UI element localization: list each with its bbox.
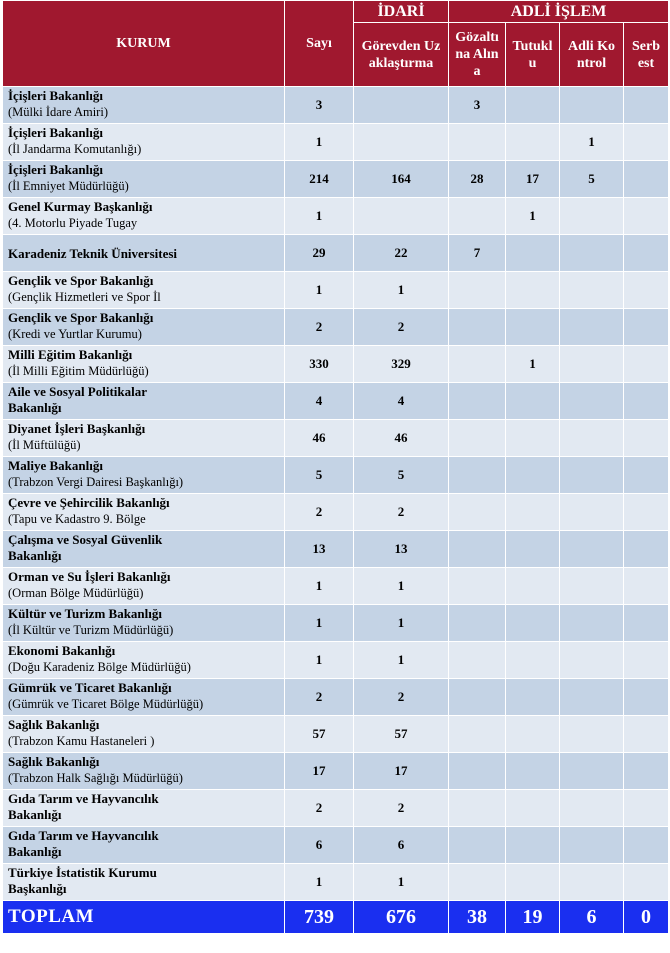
gorevden-cell: 5 (354, 457, 449, 494)
sayi-cell: 57 (285, 716, 354, 753)
kurum-cell (3, 494, 285, 531)
tutuklu-cell (506, 124, 560, 161)
serbest-cell (624, 494, 669, 531)
kurum-name: Orman ve Su İşleri Bakanlığı (8, 569, 171, 584)
adli-kontrol-cell (560, 605, 624, 642)
gozalti-cell (449, 642, 506, 679)
serbest-cell (624, 457, 669, 494)
kurum-subname: (4. Motorlu Piyade Tugay (8, 216, 138, 230)
gozalti-cell (449, 568, 506, 605)
kurum-cell (3, 827, 285, 864)
adli-kontrol-cell (560, 198, 624, 235)
kurum-cell (3, 235, 285, 272)
total-serbest: 0 (624, 901, 669, 934)
tutuklu-cell (506, 864, 560, 901)
table-row (3, 827, 669, 864)
gozalti-cell (449, 716, 506, 753)
sayi-cell: 6 (285, 827, 354, 864)
kurum-name: İçişleri Bakanlığı (8, 88, 103, 103)
gorevden-cell (354, 87, 449, 124)
gorevden-cell: 46 (354, 420, 449, 457)
kurum-subname: (İl Kültür ve Turizm Müdürlüğü) (8, 623, 174, 637)
tutuklu-cell (506, 383, 560, 420)
serbest-cell (624, 420, 669, 457)
tutuklu-cell (506, 827, 560, 864)
kurum-name: Diyanet İşleri Başkanlığı (8, 421, 146, 436)
serbest-cell (624, 679, 669, 716)
kurum-name: Genel Kurmay Başkanlığı (8, 199, 153, 214)
gozalti-cell: 28 (449, 161, 506, 198)
table-row (3, 420, 669, 457)
kurum-cell (3, 679, 285, 716)
kurum-name: Sağlık Bakanlığı (8, 717, 100, 732)
kurum-name: İçişleri Bakanlığı (8, 125, 103, 140)
kurum-cell (3, 161, 285, 198)
tutuklu-cell (506, 642, 560, 679)
kurum-name: Gençlik ve Spor Bakanlığı (8, 273, 154, 288)
table-row (3, 531, 669, 568)
sayi-cell: 1 (285, 568, 354, 605)
gorevden-cell: 1 (354, 272, 449, 309)
serbest-cell (624, 124, 669, 161)
serbest-cell (624, 642, 669, 679)
table-row (3, 235, 669, 272)
serbest-cell (624, 161, 669, 198)
tutuklu-cell (506, 679, 560, 716)
kurum-cell (3, 531, 285, 568)
gorevden-cell: 2 (354, 679, 449, 716)
table-row (3, 642, 669, 679)
sayi-cell: 5 (285, 457, 354, 494)
kurum-subname: (Orman Bölge Müdürlüğü) (8, 586, 144, 600)
sayi-cell: 17 (285, 753, 354, 790)
kurum-cell (3, 790, 285, 827)
kurum-cell (3, 568, 285, 605)
kurum-name: Aile ve Sosyal Politikalar (8, 384, 148, 399)
total-gorevden: 676 (354, 901, 449, 934)
table-row (3, 124, 669, 161)
serbest-cell (624, 753, 669, 790)
gorevden-cell: 2 (354, 494, 449, 531)
gorevden-cell: 164 (354, 161, 449, 198)
kurum-cell (3, 864, 285, 901)
tutuklu-cell (506, 87, 560, 124)
serbest-cell (624, 790, 669, 827)
kurum-name: Milli Eğitim Bakanlığı (8, 347, 133, 362)
gorevden-cell: 329 (354, 346, 449, 383)
tutuklu-cell (506, 420, 560, 457)
sayi-cell: 1 (285, 198, 354, 235)
table-row (3, 161, 669, 198)
serbest-cell (624, 864, 669, 901)
sayi-cell: 4 (285, 383, 354, 420)
tutuklu-cell (506, 272, 560, 309)
gorevden-cell: 1 (354, 642, 449, 679)
table-row (3, 383, 669, 420)
serbest-cell (624, 235, 669, 272)
sayi-cell: 13 (285, 531, 354, 568)
adli-kontrol-cell (560, 753, 624, 790)
adli-kontrol-cell (560, 531, 624, 568)
table-row (3, 457, 669, 494)
total-adli-kontrol: 6 (560, 901, 624, 934)
sayi-cell: 2 (285, 790, 354, 827)
sayi-cell: 1 (285, 642, 354, 679)
serbest-cell (624, 568, 669, 605)
kurum-name: İçişleri Bakanlığı (8, 162, 103, 177)
kurum-subname: Bakanlığı (8, 548, 62, 563)
kurum-subname: (Tapu ve Kadastro 9. Bölge (8, 512, 146, 526)
gozalti-cell (449, 383, 506, 420)
tutuklu-cell: 17 (506, 161, 560, 198)
table-row (3, 494, 669, 531)
tutuklu-cell (506, 531, 560, 568)
kurum-subname: (Kredi ve Yurtlar Kurumu) (8, 327, 142, 341)
adli-kontrol-cell (560, 309, 624, 346)
adli-kontrol-cell (560, 864, 624, 901)
adli-kontrol-cell: 1 (560, 124, 624, 161)
sayi-cell: 2 (285, 679, 354, 716)
sayi-cell: 330 (285, 346, 354, 383)
kurum-subname: Başkanlığı (8, 881, 67, 896)
adli-kontrol-cell (560, 568, 624, 605)
gorevden-cell: 1 (354, 605, 449, 642)
kurum-subname: (Mülki İdare Amiri) (8, 105, 108, 119)
kurum-subname: (Gümrük ve Ticaret Bölge Müdürlüğü) (8, 697, 204, 711)
kurum-name: Gençlik ve Spor Bakanlığı (8, 310, 154, 325)
header-sayi: Sayı (285, 1, 354, 87)
kurum-name: Çevre ve Şehircilik Bakanlığı (8, 495, 170, 510)
total-row (3, 901, 669, 934)
kurum-subname: (İl Jandarma Komutanlığı) (8, 142, 142, 156)
kurum-name: Gümrük ve Ticaret Bakanlığı (8, 680, 172, 695)
sayi-cell: 46 (285, 420, 354, 457)
header-idari: İDARİ (354, 1, 449, 23)
tutuklu-cell: 1 (506, 198, 560, 235)
kurum-subname: (Trabzon Halk Sağlığı Müdürlüğü) (8, 771, 183, 785)
kurum-subname: Bakanlığı (8, 844, 62, 859)
kurum-subname: (İl Müftülüğü) (8, 438, 81, 452)
adli-kontrol-cell: 5 (560, 161, 624, 198)
table-row (3, 605, 669, 642)
kurum-subname: (İl Emniyet Müdürlüğü) (8, 179, 129, 193)
gozalti-cell (449, 531, 506, 568)
kurum-name: Maliye Bakanlığı (8, 458, 103, 473)
table-row (3, 309, 669, 346)
gozalti-cell (449, 420, 506, 457)
gozalti-cell (449, 827, 506, 864)
gorevden-cell: 1 (354, 864, 449, 901)
kurum-cell (3, 198, 285, 235)
gozalti-cell (449, 753, 506, 790)
serbest-cell (624, 272, 669, 309)
sayi-cell: 2 (285, 309, 354, 346)
gozalti-cell (449, 272, 506, 309)
adli-kontrol-cell (560, 235, 624, 272)
gozalti-cell (449, 346, 506, 383)
tutuklu-cell (506, 716, 560, 753)
gorevden-cell: 1 (354, 568, 449, 605)
gozalti-cell: 3 (449, 87, 506, 124)
tutuklu-cell (506, 235, 560, 272)
header-gozalti: Gözaltına Alına (449, 23, 506, 87)
gozalti-cell (449, 494, 506, 531)
tutuklu-cell (506, 309, 560, 346)
personnel-action-table (2, 0, 669, 934)
gozalti-cell (449, 457, 506, 494)
kurum-cell (3, 605, 285, 642)
adli-kontrol-cell (560, 272, 624, 309)
adli-kontrol-cell (560, 383, 624, 420)
serbest-cell (624, 531, 669, 568)
total-gozalti: 38 (449, 901, 506, 934)
kurum-subname: Bakanlığı (8, 807, 62, 822)
sayi-cell: 3 (285, 87, 354, 124)
serbest-cell (624, 198, 669, 235)
kurum-subname: (Trabzon Kamu Hastaneleri ) (8, 734, 155, 748)
gorevden-cell: 6 (354, 827, 449, 864)
total-label: TOPLAM (3, 901, 285, 934)
tutuklu-cell (506, 605, 560, 642)
gozalti-cell (449, 679, 506, 716)
sayi-cell: 1 (285, 124, 354, 161)
tutuklu-cell (506, 790, 560, 827)
tutuklu-cell: 1 (506, 346, 560, 383)
kurum-subname: (Gençlik Hizmetleri ve Spor İl (8, 290, 161, 304)
gozalti-cell (449, 790, 506, 827)
kurum-name: Gıda Tarım ve Hayvancılık (8, 828, 159, 843)
serbest-cell (624, 827, 669, 864)
kurum-cell (3, 716, 285, 753)
adli-kontrol-cell (560, 790, 624, 827)
kurum-name: Kültür ve Turizm Bakanlığı (8, 606, 162, 621)
serbest-cell (624, 309, 669, 346)
kurum-cell (3, 87, 285, 124)
kurum-name: Ekonomi Bakanlığı (8, 643, 116, 658)
kurum-cell (3, 383, 285, 420)
header-serbest: Serbest (624, 23, 669, 87)
adli-kontrol-cell (560, 457, 624, 494)
gorevden-cell: 4 (354, 383, 449, 420)
header-tutuklu: Tutuklu (506, 23, 560, 87)
tutuklu-cell (506, 753, 560, 790)
kurum-subname: (Doğu Karadeniz Bölge Müdürlüğü) (8, 660, 191, 674)
table-row (3, 346, 669, 383)
adli-kontrol-cell (560, 420, 624, 457)
total-tutuklu: 19 (506, 901, 560, 934)
table-row (3, 716, 669, 753)
gorevden-cell: 2 (354, 309, 449, 346)
gozalti-cell (449, 124, 506, 161)
gozalti-cell: 7 (449, 235, 506, 272)
table-row (3, 272, 669, 309)
table-row (3, 568, 669, 605)
serbest-cell (624, 716, 669, 753)
sayi-cell: 29 (285, 235, 354, 272)
kurum-name: Çalışma ve Sosyal Güvenlik (8, 532, 163, 547)
gozalti-cell (449, 198, 506, 235)
adli-kontrol-cell (560, 827, 624, 864)
kurum-cell (3, 272, 285, 309)
kurum-subname: Bakanlığı (8, 400, 62, 415)
gorevden-cell: 57 (354, 716, 449, 753)
kurum-cell (3, 346, 285, 383)
gorevden-cell: 2 (354, 790, 449, 827)
adli-kontrol-cell (560, 494, 624, 531)
table-row (3, 679, 669, 716)
header-gorevden: Görevden Uzaklaştırma (354, 23, 449, 87)
table-row (3, 87, 669, 124)
header-adli-kontrol: Adli Kontrol (560, 23, 624, 87)
kurum-cell (3, 457, 285, 494)
table-row (3, 790, 669, 827)
adli-kontrol-cell (560, 346, 624, 383)
kurum-subname: (İl Milli Eğitim Müdürlüğü) (8, 364, 149, 378)
table-row (3, 753, 669, 790)
kurum-cell (3, 753, 285, 790)
serbest-cell (624, 605, 669, 642)
gozalti-cell (449, 309, 506, 346)
sayi-cell: 1 (285, 605, 354, 642)
header-kurum: KURUM (3, 1, 285, 87)
gozalti-cell (449, 864, 506, 901)
kurum-cell (3, 124, 285, 161)
sayi-cell: 214 (285, 161, 354, 198)
kurum-cell (3, 642, 285, 679)
kurum-name: Gıda Tarım ve Hayvancılık (8, 791, 159, 806)
adli-kontrol-cell (560, 716, 624, 753)
adli-kontrol-cell (560, 87, 624, 124)
tutuklu-cell (506, 494, 560, 531)
gorevden-cell (354, 198, 449, 235)
sayi-cell: 1 (285, 272, 354, 309)
kurum-subname: (Trabzon Vergi Dairesi Başkanlığı) (8, 475, 184, 489)
table-body (3, 87, 669, 901)
gorevden-cell (354, 124, 449, 161)
adli-kontrol-cell (560, 642, 624, 679)
sayi-cell: 2 (285, 494, 354, 531)
total-sayi: 739 (285, 901, 354, 934)
kurum-name: Türkiye İstatistik Kurumu (8, 865, 157, 880)
adli-kontrol-cell (560, 679, 624, 716)
tutuklu-cell (506, 568, 560, 605)
tutuklu-cell (506, 457, 560, 494)
serbest-cell (624, 346, 669, 383)
gozalti-cell (449, 605, 506, 642)
gorevden-cell: 22 (354, 235, 449, 272)
table-row (3, 198, 669, 235)
kurum-cell (3, 420, 285, 457)
kurum-name: Sağlık Bakanlığı (8, 754, 100, 769)
gorevden-cell: 13 (354, 531, 449, 568)
kurum-cell (3, 309, 285, 346)
kurum-name: Karadeniz Teknik Üniversitesi (8, 245, 178, 261)
serbest-cell (624, 87, 669, 124)
header-adli-islem: ADLİ İŞLEM (449, 1, 669, 23)
serbest-cell (624, 383, 669, 420)
table-row (3, 864, 669, 901)
sayi-cell: 1 (285, 864, 354, 901)
gorevden-cell: 17 (354, 753, 449, 790)
